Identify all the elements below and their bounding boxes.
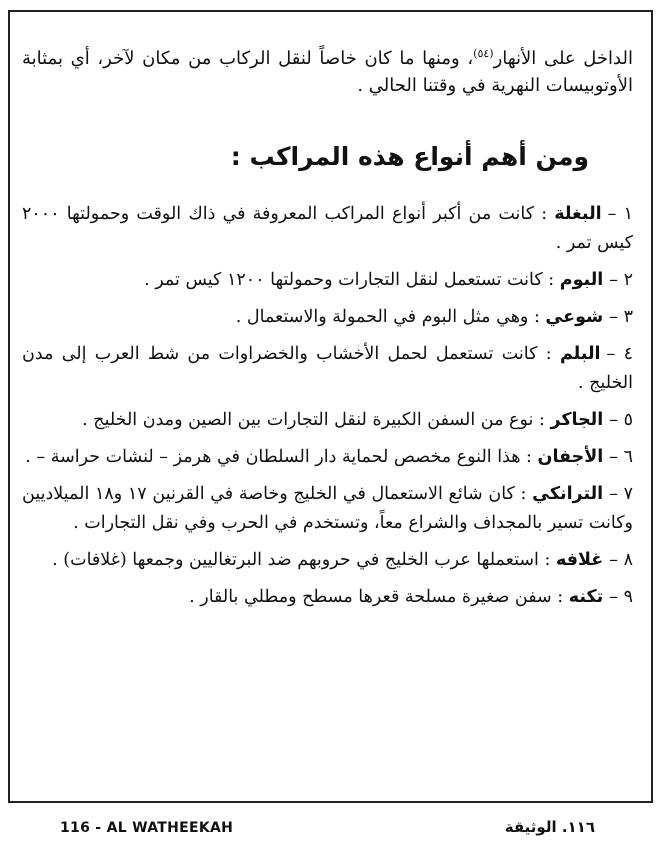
intro-paragraph bbox=[22, 40, 633, 99]
item-term: الترانكي bbox=[532, 484, 604, 504]
item-term: تكنه bbox=[568, 587, 604, 607]
list-item bbox=[22, 583, 633, 612]
item-number: ٢ – bbox=[609, 270, 633, 290]
page-footer bbox=[0, 818, 665, 842]
list-item bbox=[22, 200, 633, 258]
item-description: : استعملها عرب الخليج في حروبهم ضد البرتغاليين وجمعها (غلافات) . bbox=[52, 550, 556, 570]
item-number: ٤ – bbox=[606, 344, 633, 364]
item-description: : هذا النوع مخصص لحماية دار السلطان في هرمز – لنشات حراسة – . bbox=[25, 447, 538, 467]
item-number: ٧ – bbox=[609, 484, 633, 504]
list-item bbox=[22, 303, 633, 332]
item-description: : سفن صغيرة مسلحة قعرها مسطح ومطلي بالقار . bbox=[189, 587, 569, 607]
item-term: الجاكر bbox=[550, 410, 604, 430]
item-description: : كانت تستعمل لحمل الأخشاب والخضراوات من شط العرب إلى مدن الخليج . bbox=[22, 344, 633, 393]
item-description: : كانت من أكبر أنواع المراكب المعروفة في ذاك الوقت وحمولتها ٢٠٠٠ كيس تمر . bbox=[22, 204, 633, 253]
item-term: البلم bbox=[559, 344, 601, 364]
list-item bbox=[22, 340, 633, 398]
item-term: البغلة bbox=[554, 204, 602, 224]
item-number: ٥ – bbox=[609, 410, 633, 430]
item-number: ٣ – bbox=[609, 307, 633, 327]
intro-text-end: ، ومنها ما كان خاصاً لنقل الركاب من مكان لآخر، أي بمثابة الأوتوبيسات النهرية في وقتنا الحالي . bbox=[22, 48, 633, 96]
footnote-ref: (٥٤) bbox=[473, 47, 494, 60]
item-description: : وهي مثل البوم في الحمولة والاستعمال . bbox=[235, 307, 546, 327]
list-item bbox=[22, 480, 633, 538]
item-number: ٨ – bbox=[609, 550, 633, 570]
section-heading: ومن أهم أنواع هذه المراكب : bbox=[230, 142, 589, 171]
item-term: البوم bbox=[559, 270, 604, 290]
item-number: ١ – bbox=[607, 204, 633, 224]
ship-types-list bbox=[22, 200, 633, 620]
footer-page-label-ar: ١١٦. الوثيقة bbox=[504, 818, 595, 836]
item-description: : كانت تستعمل لنقل التجارات وحمولتها ١٢٠٠ كيس تمر . bbox=[144, 270, 560, 290]
footer-page-label-en: 116 - AL WATHEEKAH bbox=[60, 820, 234, 836]
list-item bbox=[22, 546, 633, 575]
page-frame bbox=[8, 10, 653, 803]
item-term: شوعي bbox=[545, 307, 604, 327]
item-term: الأجفان bbox=[537, 447, 604, 467]
intro-text-start: الداخل على الأنهار bbox=[493, 48, 633, 69]
list-item bbox=[22, 266, 633, 295]
list-item bbox=[22, 406, 633, 435]
item-number: ٩ – bbox=[609, 587, 633, 607]
list-item bbox=[22, 443, 633, 472]
item-description: : نوع من السفن الكبيرة لنقل التجارات بين الصين ومدن الخليج . bbox=[82, 410, 551, 430]
item-number: ٦ – bbox=[609, 447, 633, 467]
item-term: غلافه bbox=[555, 550, 604, 570]
item-description: : كان شائع الاستعمال في الخليج وخاصة في القرنين ١٧ و١٨ الميلاديين وكانت تسير بالمجداف والشراع معاً، وتستخدم في الحرب وفي نقل التجارات . bbox=[22, 484, 633, 533]
